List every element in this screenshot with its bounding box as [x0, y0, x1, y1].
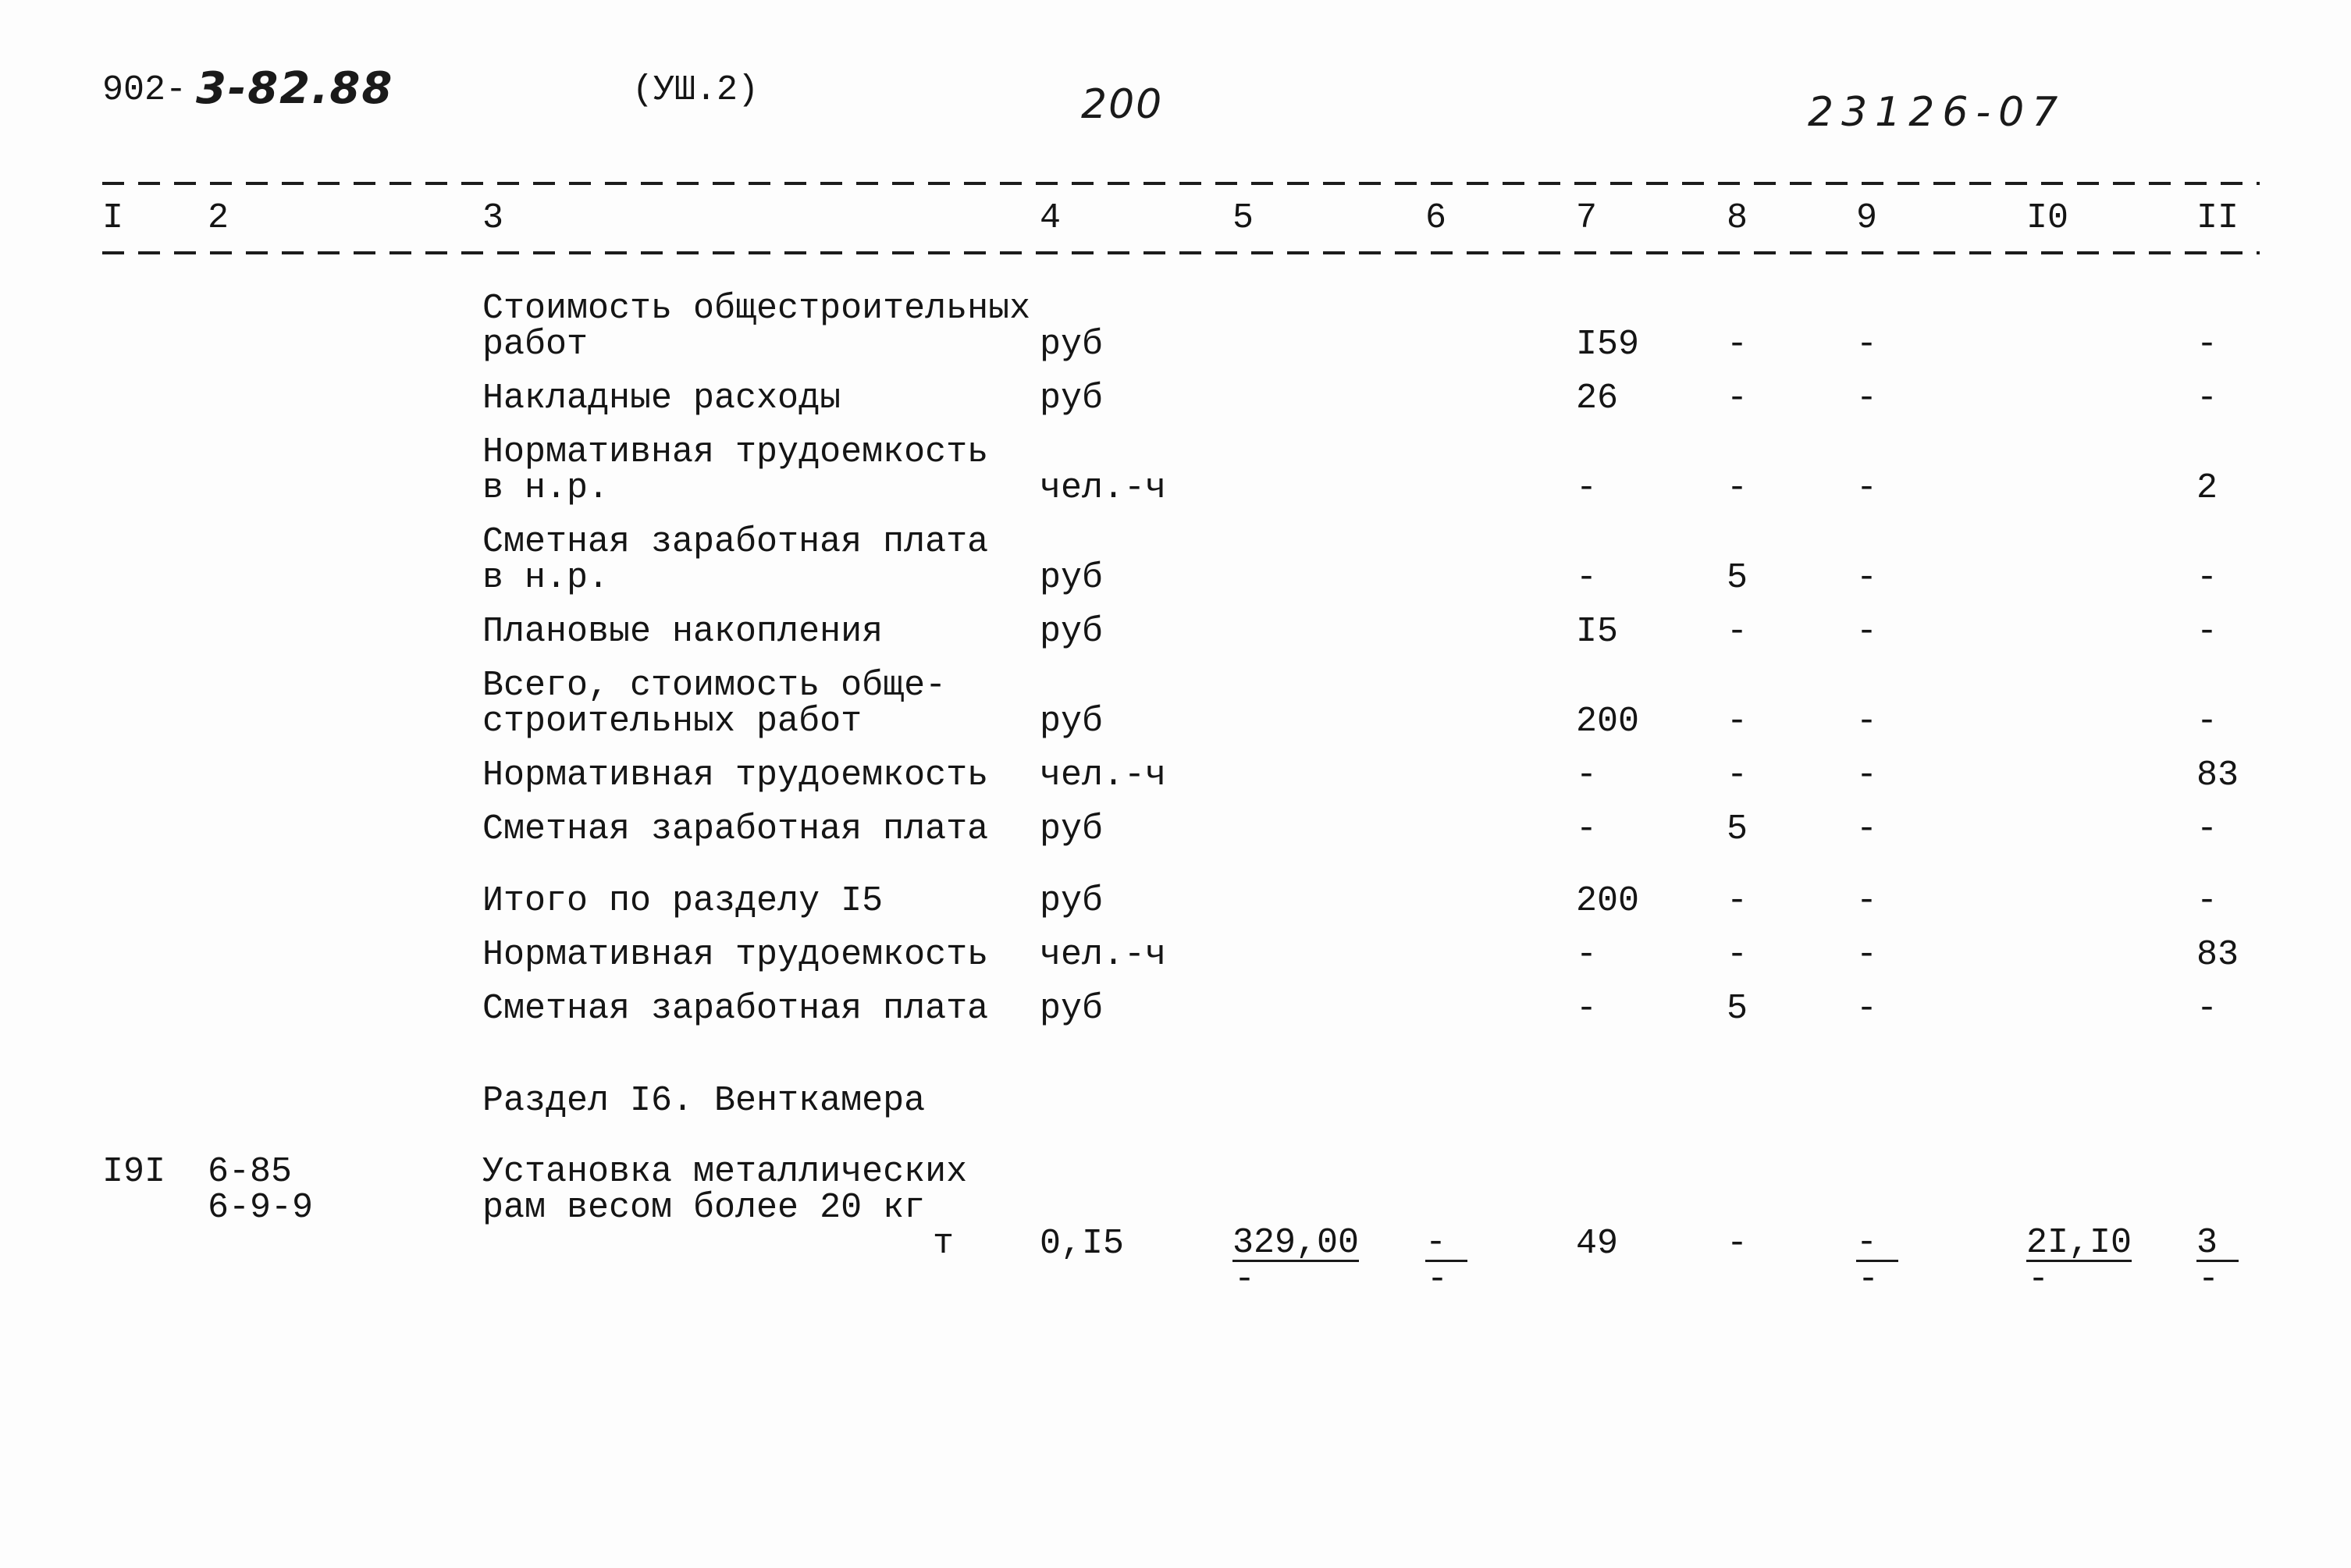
- unit-cell: руб: [1040, 325, 1104, 364]
- col11-value: -: [2196, 989, 2218, 1029]
- unit-cell: руб: [1040, 612, 1104, 652]
- unit-cell: руб: [1040, 702, 1104, 741]
- column-number: 4: [1040, 198, 1062, 238]
- column-number-row: [102, 198, 2303, 238]
- fraction-denominator: -: [1858, 1260, 1880, 1300]
- col8-value: -: [1727, 881, 1748, 921]
- unit-cell: чел.-ч: [1040, 468, 1167, 508]
- item-codes: [208, 1154, 482, 1226]
- col8-value: -: [1727, 702, 1748, 741]
- description-line: Накладные расходы: [482, 379, 841, 418]
- unit-cell: чел.-ч: [1040, 756, 1167, 795]
- fraction-numerator: 3: [2196, 1226, 2239, 1262]
- description-line: работ: [482, 325, 589, 364]
- col9-value: -: [1856, 881, 1878, 921]
- col7-value: I5: [1576, 612, 1619, 652]
- col9-value: -: [1856, 379, 1878, 418]
- estimate-table-body: [102, 289, 2303, 1300]
- col7-value: -: [1576, 935, 1598, 975]
- unit-cell: руб: [1040, 881, 1104, 921]
- fraction-denominator: -: [1427, 1260, 1449, 1300]
- col8-value: -: [1727, 756, 1748, 795]
- unit-cell: руб: [1040, 558, 1104, 598]
- estimate-item-row: [102, 1152, 2303, 1300]
- item-code: 6-9-9: [208, 1188, 314, 1228]
- description-line: Плановые накопления: [482, 612, 884, 652]
- description-line: Установка металлических: [482, 1152, 968, 1192]
- table-row: [102, 381, 2303, 417]
- table-row: [102, 614, 2303, 650]
- item-unit: т: [932, 1224, 954, 1264]
- table-row: [102, 668, 2303, 740]
- fraction-numerator: -: [1856, 1226, 1898, 1262]
- col8-value: -: [1727, 612, 1748, 652]
- col11-value: 2: [2196, 468, 2218, 508]
- description-line: Стоимость общестроительных: [482, 289, 1031, 329]
- column-number: 7: [1576, 198, 1598, 238]
- column-number: II: [2196, 198, 2239, 238]
- col6-fraction: [1425, 1223, 1576, 1300]
- col11-value: -: [2196, 379, 2218, 418]
- col11-fraction: [2196, 1223, 2303, 1300]
- row-description: [482, 291, 1040, 363]
- col7-value: -: [1576, 756, 1598, 795]
- dashed-rule-top: [102, 182, 2260, 185]
- album-number: (УШ.2): [632, 70, 759, 110]
- table-row: [102, 524, 2303, 596]
- description-line: в н.р.: [482, 468, 610, 508]
- row-description: [482, 524, 1040, 596]
- col8-value: 5: [1727, 989, 1748, 1029]
- description-line: Нормативная трудоемкость: [482, 935, 989, 975]
- fraction-denominator: -: [2198, 1260, 2220, 1300]
- col11-value: -: [2196, 558, 2218, 598]
- col9-value: -: [1856, 468, 1878, 508]
- col8-value: -: [1727, 1224, 1748, 1264]
- col11-value: 83: [2196, 756, 2239, 795]
- table-row: [102, 432, 2303, 508]
- description-line: в н.р.: [482, 558, 610, 598]
- table-row: [102, 809, 2303, 849]
- col9-value: -: [1856, 702, 1878, 741]
- col8-value: -: [1727, 379, 1748, 418]
- section-total-row: [102, 881, 2303, 921]
- row-description: [482, 614, 1040, 650]
- unit-cell: чел.-ч: [1040, 935, 1167, 975]
- row-description: [482, 381, 1040, 417]
- description-line: рам весом более 20 кг: [482, 1188, 926, 1228]
- col8-value: -: [1727, 935, 1748, 975]
- unit-cell: руб: [1040, 989, 1104, 1029]
- section-title: Раздел I6. Венткамера: [482, 1081, 926, 1121]
- table-row: [102, 758, 2303, 794]
- row-description: [482, 937, 1040, 973]
- description-line: Всего, стоимость обще-: [482, 666, 947, 706]
- project-code-typed: 902-: [102, 70, 187, 110]
- row-description: [482, 758, 1040, 794]
- col8-value: 5: [1727, 809, 1748, 849]
- col7-value: -: [1576, 809, 1598, 849]
- col11-value: -: [2196, 809, 2218, 849]
- col9-value: -: [1856, 935, 1878, 975]
- inventory-number: 23126-07: [1808, 89, 2066, 136]
- column-number: 6: [1425, 198, 1447, 238]
- row-description: [482, 668, 1040, 740]
- col8-value: -: [1727, 468, 1748, 508]
- column-number: 8: [1727, 198, 1748, 238]
- item-number: I9I: [102, 1152, 166, 1192]
- table-row: [102, 291, 2303, 363]
- project-code-handwritten: 3-82.88: [196, 63, 394, 114]
- col11-value: -: [2196, 612, 2218, 652]
- description-line: строительных работ: [482, 702, 863, 741]
- col11-value: 83: [2196, 935, 2239, 975]
- col9-fraction: [1856, 1223, 2026, 1300]
- col7-value: -: [1576, 989, 1598, 1029]
- col9-value: -: [1856, 809, 1878, 849]
- col7-value: 200: [1576, 702, 1640, 741]
- page-number: 200: [1081, 81, 1164, 128]
- col9-value: -: [1856, 756, 1878, 795]
- col7-value: 49: [1576, 1224, 1619, 1264]
- column-number: 5: [1232, 198, 1254, 238]
- col9-value: -: [1856, 558, 1878, 598]
- table-row: [102, 937, 2303, 973]
- item-description: [482, 1154, 1040, 1262]
- col7-value: -: [1576, 558, 1598, 598]
- row-description: [482, 432, 1040, 508]
- col5-fraction: [1232, 1223, 1425, 1300]
- item-code: 6-85: [208, 1152, 293, 1192]
- item-quantity: 0,I5: [1040, 1224, 1125, 1264]
- row-description: [482, 881, 1040, 921]
- column-number: I: [102, 198, 124, 238]
- description-line: Нормативная трудоемкость: [482, 756, 989, 795]
- col11-value: -: [2196, 881, 2218, 921]
- col9-value: -: [1856, 325, 1878, 364]
- description-line: Итого по разделу I5: [482, 881, 884, 921]
- column-number: 2: [208, 198, 229, 238]
- description-line: Сметная заработная плата: [482, 522, 989, 562]
- column-number: 3: [482, 198, 504, 238]
- col7-value: 200: [1576, 881, 1640, 921]
- col10-fraction: [2026, 1223, 2196, 1300]
- fraction-numerator: -: [1425, 1226, 1467, 1262]
- fraction-numerator: 329,00: [1232, 1223, 1360, 1263]
- col9-value: -: [1856, 989, 1878, 1029]
- unit-cell: руб: [1040, 379, 1104, 418]
- fraction-denominator: -: [1234, 1260, 1256, 1300]
- col7-value: -: [1576, 468, 1598, 508]
- row-description: [482, 809, 1040, 849]
- fraction-denominator: -: [2028, 1260, 2050, 1300]
- col8-value: -: [1727, 325, 1748, 364]
- col11-value: -: [2196, 702, 2218, 741]
- dashed-rule-bottom: [102, 251, 2260, 254]
- row-description: [482, 991, 1040, 1027]
- table-row: [102, 991, 2303, 1027]
- description-line: Сметная заработная плата: [482, 809, 989, 849]
- column-number: I0: [2026, 198, 2069, 238]
- col11-value: -: [2196, 325, 2218, 364]
- column-number: 9: [1856, 198, 1878, 238]
- col9-value: -: [1856, 612, 1878, 652]
- col7-value: I59: [1576, 325, 1640, 364]
- description-line: Сметная заработная плата: [482, 989, 989, 1029]
- fraction-numerator: 2I,I0: [2026, 1223, 2132, 1263]
- description-line: Нормативная трудоемкость: [482, 432, 989, 472]
- col7-value: 26: [1576, 379, 1619, 418]
- unit-cell: руб: [1040, 809, 1104, 849]
- col8-value: 5: [1727, 558, 1748, 598]
